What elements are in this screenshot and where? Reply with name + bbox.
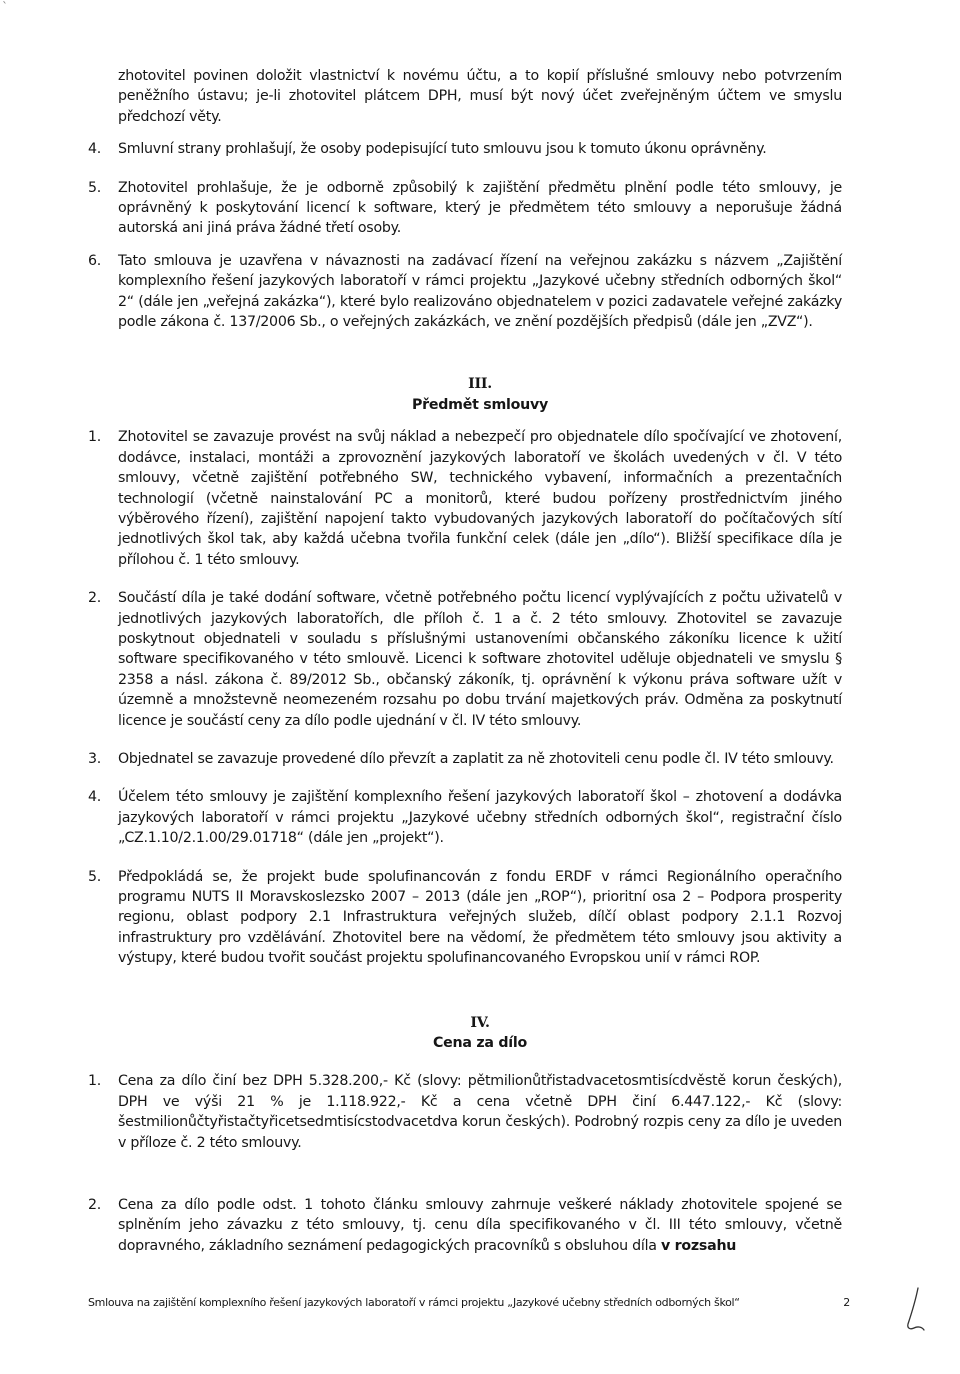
clause-number: 6. [88,252,102,269]
section-4-clause-2 [88,1195,842,1256]
clause-text: Smluvní strany prohlašují, že osoby podepisující tuto smlouvu jsou k tomuto úkonu oprávněny. [118,141,767,158]
section-3-clause-2 [88,588,842,731]
section-3-clause-3 [88,749,842,769]
clause-6 [88,251,842,333]
clause-number: 4. [88,789,102,806]
section-4-clause-1 [88,1071,842,1153]
clause-text: Účelem této smlouvy je zajištění komplexního řešení jazykových laboratoří škol – zhotovení a dodávka jazykových laboratoří v rámci projektu „Jazykové učebny středních odborných škol“, registrační číslo „CZ.1.10/2.1.00/29.01718“ (dále jen „projekt“). [118,789,842,847]
clause-4 [88,139,842,159]
section-3-heading [118,374,842,415]
page-corner-mark: ˋ [2,0,8,14]
section-3-clause-1 [88,427,842,570]
clause-bold-tail: v rozsahu [660,1237,737,1254]
section-4-title: Cena za dílo [432,1035,528,1052]
page-footer [88,1296,850,1309]
clause-5 [88,178,842,239]
clause-number: 5. [88,179,102,196]
clause-number: 2. [88,1197,102,1214]
clause-text: Objednatel se zavazuje provedené dílo převzít a zaplatit za ně zhotoviteli cenu podle čl. IV této smlouvy. [118,750,834,767]
section-3-number: III. [468,376,492,393]
clause-number: 3. [88,750,102,767]
clause-text: Cena za dílo činí bez DPH 5.328.200,- Kč (slovy: pětmilionůtřistadvacetosmtisícdvěstě korun českých), DPH ve výši 21 % je 1.118.922,- Kč a cena včetně DPH činí 6.447.122,- Kč (slovy: šestmilionůčtyřistačtyřicetsedmtisícstodvacetdva korun českých). Podrobný rozpis ceny za dílo je uveden v příloze č. 2 této smlouvy. [118,1073,842,1151]
clause-text: Tato smlouva je uzavřena v návaznosti na zadávací řízení na veřejnou zakázku s názvem „Zajištění komplexního řešení jazykových laboratoří v rámci projektu „Jazykové učebny středních odborných škol“ 2“ (dále jen „veřejná zakázka“), které bylo realizováno objednatelem v pozici zadavatele veřejné zakázky podle zákona č. 137/2006 Sb., o veřejných zakázkách, ve znění pozdějších předpisů (dále jen „ZVZ“). [118,252,842,331]
section-4-heading [118,1013,842,1054]
clause-number: 5. [88,868,102,885]
clause-text: Součástí díla je také dodání software, včetně potřebného počtu licencí vyplývajících z počtu uživatelů v jednotlivých jazykových laboratořích, dle příloh č. 1 a č. 2 této smlouvy. Zhotovitel se zavazuje poskytnout objednateli v souladu s příslušnými ustanoveními občanského zákoníku licence k užití software specifikovaného v této smlouvě. Licenci k software zhotovitel uděluje objednateli ve smyslu § 2358 a násl. zákona č. 89/2012 Sb., občanský zákoník, tj. oprávnění k výkonu práva software užít v územně a množstevně neomezeném rozsahu po dobu trvání majetkových práv. Odměna za poskytnutí licence je součástí ceny za dílo podle ujednání v čl. IV této smlouvy. [118,590,842,729]
document-body [88,66,842,1256]
clause-text: Zhotovitel se zavazuje provést na svůj náklad a nebezpečí pro objednatele dílo spočívající ve zhotovení, dodávce, instalaci, montáži a zprovoznění jazykových laboratoří ve školách uvedených v čl. V této smlouvy, včetně zajištění potřebného SW, technického vybavení, informačních a prezentačních technologií (včetně nainstalování PC a monitorů, které budou pořízeny prostřednictvím jiného výběrového řízení), zajištění napojení takto vybudovaných jazykových laboratoří do počítačových sítí jednotlivých škol tak, aby každá učebna tvořila funkční celek (dále jen „dílo“). Bližší specifikace díla je přílohou č. 1 této smlouvy. [118,429,842,568]
clause-text: Cena za dílo podle odst. 1 tohoto článku smlouvy zahrnuje veškeré náklady zhotovitele spojené se splněním jeho závazku z této smlouvy, tj. cenu díla specifikovaného v čl. III této smlouvy, včetně dopravného, základního seznámení pedagogických pracovníků s obsluhou díla [118,1197,842,1254]
clause-text: Předpokládá se, že projekt bude spolufinancován z fondu ERDF v rámci Regionálního operačního programu NUTS II Moravskoslezsko 2007 – 2013 (dále jen „ROP“), prioritní osa 2 – Podpora prosperity regionu, oblast podpory 2.1 Infrastruktura veřejných služeb, dílčí oblast podpory 2.1.1 Rozvoj infrastruktury pro vzdělávání. Zhotovitel bere na vědomí, že předmětem této smlouvy jsou aktivity a výstupy, které budou tvořit součást projektu spolufinancovaného Evropskou unií v rámci ROP. [118,868,842,967]
section-3-clause-5 [88,867,842,969]
intro-paragraph: zhotovitel povinen doložit vlastnictví k novému účtu, a to kopií příslušné smlouvy nebo potvrzením peněžního ústavu; je-li zhotovitel plátcem DPH, musí být nový účet zveřejněným účtem ve smyslu předchozí věty. [118,68,842,125]
section-3-clause-4 [88,787,842,848]
section-4-number: IV. [470,1014,490,1031]
clause-text: Zhotovitel prohlašuje, že je odborně způsobilý k zajištění předmětu plnění podle této smlouvy, je oprávněný k poskytování licencí k software, který je předmětem této smlouvy a neporušuje žádná autorská ani jiná práva žádné třetí osoby. [118,179,842,237]
footer-text: Smlouva na zajištění komplexního řešení jazykových laboratoří v rámci projektu „Jazykové učebny středních odborných škol“ [88,1296,740,1309]
clause-number: 4. [88,141,102,158]
clause-number: 2. [88,590,102,607]
handwritten-initial-mark [900,1286,928,1336]
page-number: 2 [843,1296,850,1309]
section-3-title: Předmět smlouvy [412,396,548,413]
clause-number: 1. [88,1073,102,1090]
clause-number: 1. [88,429,102,446]
